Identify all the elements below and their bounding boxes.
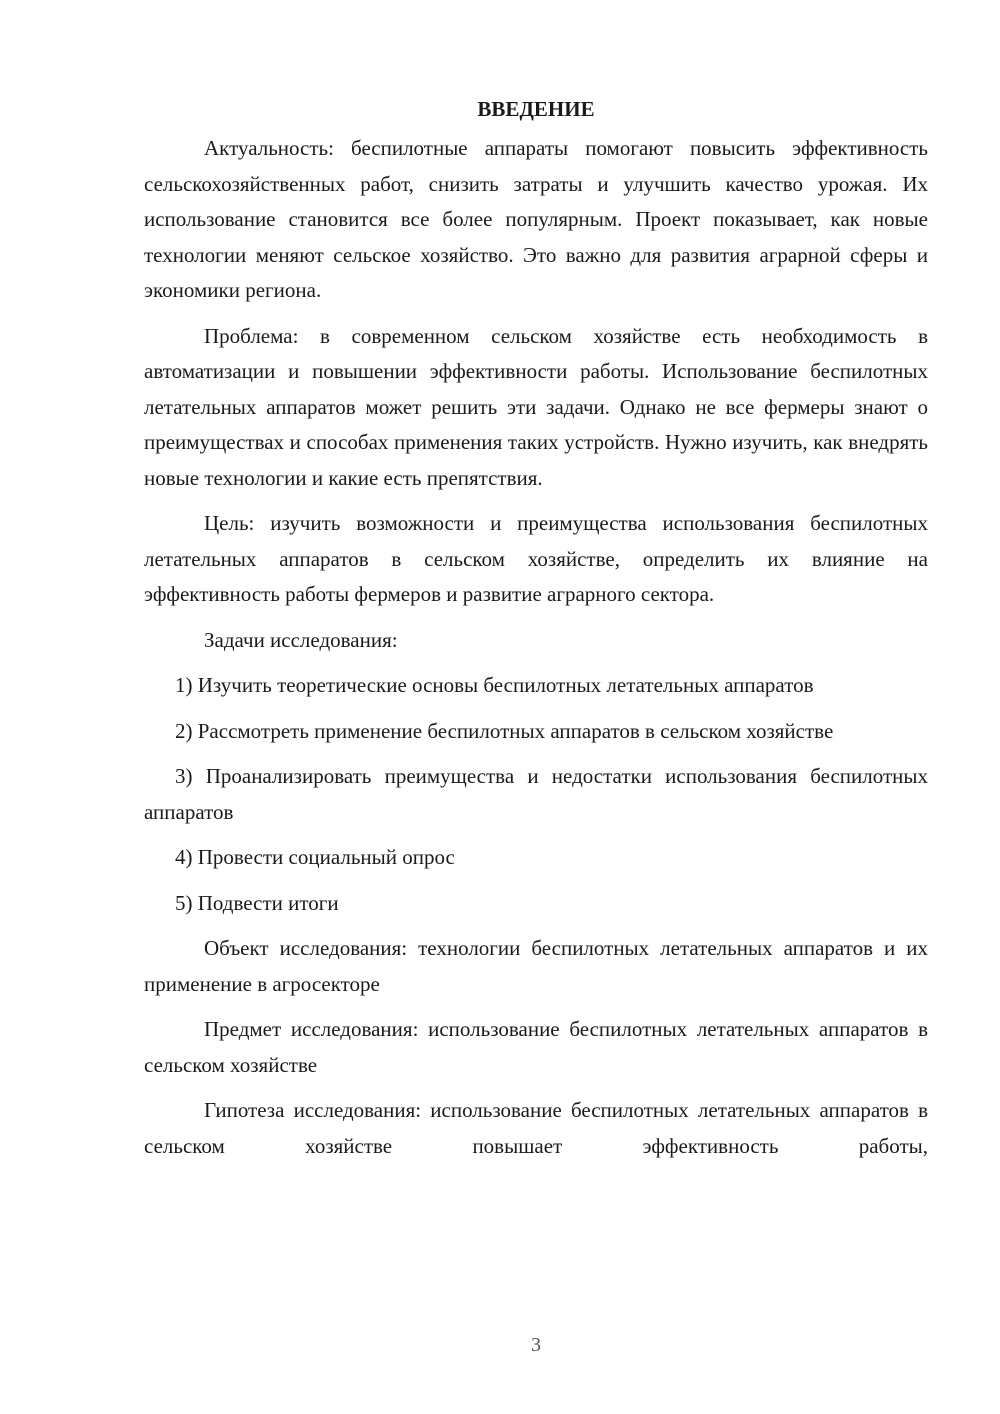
object-paragraph: Объект исследования: технологии беспилотных летательных аппаратов и их применение в агросекторе	[144, 936, 928, 996]
page-number: 3	[531, 1334, 541, 1356]
document-page	[144, 92, 928, 1174]
task-item: 4) Провести социальный опрос	[175, 845, 455, 869]
task-item: 5) Подвести итоги	[175, 890, 339, 915]
tasks-heading: Задачи исследования:	[204, 627, 398, 652]
page-title: ВВЕДЕНИЕ	[477, 97, 595, 121]
task-item: 3) Проанализировать преимущества и недостатки использования беспилотных аппаратов	[144, 764, 928, 824]
subject-paragraph: Предмет исследования: использование беспилотных летательных аппаратов в сельском хозяйстве	[144, 1017, 928, 1077]
relevance-paragraph: Актуальность: беспилотные аппараты помогают повысить эффективность сельскохозяйственных работ, снизить затраты и улучшить качество урожая. Их использование становится все более популярным. Проект показывает, как новые технологии меняют сельское хозяйство. Это важно для развития аграрной сферы и экономики региона.	[144, 136, 928, 302]
problem-paragraph: Проблема: в современном сельском хозяйстве есть необходимость в автоматизации и повышении эффективности работы. Использование беспилотных летательных аппаратов может решить эти задачи. Однако не все фермеры знают о преимуществах и способах применения таких устройств. Нужно изучить, как внедрять новые технологии и какие есть препятствия.	[144, 323, 928, 490]
task-list	[144, 668, 928, 921]
hypothesis-paragraph: Гипотеза исследования: использование беспилотных летательных аппаратов в сельском хозяйстве повышает эффективность работы,	[144, 1098, 928, 1158]
task-item: 2) Рассмотреть применение беспилотных аппаратов в сельском хозяйстве	[175, 718, 834, 743]
goal-paragraph: Цель: изучить возможности и преимущества использования беспилотных летательных аппаратов в сельском хозяйстве, определить их влияние на эффективность работы фермеров и развитие аграрного сектора.	[144, 511, 928, 606]
task-item: 1) Изучить теоретические основы беспилотных летательных аппаратов	[175, 673, 814, 697]
